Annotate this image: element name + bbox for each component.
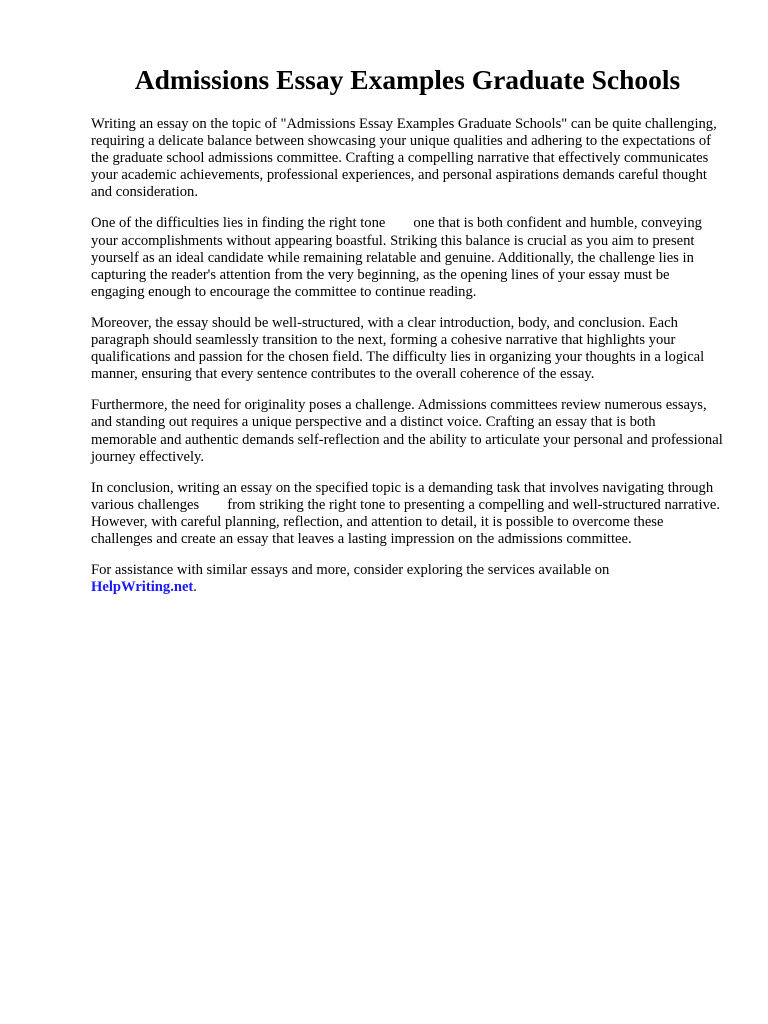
paragraph-conclusion-before: In conclusion, writing an essay on the specified topic is a demanding task that involves navigating through various challenges <box>91 479 714 513</box>
paragraph-structure: Moreover, the essay should be well-structured, with a clear introduction, body, and conclusion. Each paragraph should seamlessly transition to the next, forming a cohesive narrative that highlights your qualifications and passion for the chosen field. The difficulty lies in organizing your thoughts in a logical manner, ensuring that every sentence contributes to the overall coherence of the essay. <box>91 314 705 383</box>
paragraph-intro: Writing an essay on the topic of "Admissions Essay Examples Graduate Schools" can be quite challenging, requiring a delicate balance between showcasing your unique qualities and adhering to the expectations of the graduate school admissions committee. Crafting a compelling narrative that effectively communicates your academic achievements, professional experiences, and personal aspirations demands careful thought and consideration. <box>91 116 717 201</box>
paragraph-assistance <box>91 562 724 596</box>
paragraph-tone-after: one that is both confident and humble, conveying your accomplishments without appearing boastful. Striking this balance is crucial as you aim to present yourself as an ideal candidate while remaining relatable and genuine. Additionally, the challenge lies in capturing the reader's attention from the very beginning, as the opening lines of your essay must be engaging enough to encourage the committee to continue reading. <box>91 215 702 300</box>
paragraph-conclusion <box>91 480 724 548</box>
document-title: Admissions Essay Examples Graduate Schools <box>134 64 681 95</box>
paragraph-tone <box>91 215 724 300</box>
paragraph-conclusion-after: from striking the right tone to presenting a compelling and well-structured narrative. However, with careful planning, reflection, and attention to detail, it is possible to overcome these challenges and create an essay that leaves a lasting impression on the admissions committee. <box>91 496 721 547</box>
paragraph-originality: Furthermore, the need for originality poses a challenge. Admissions committees review numerous essays, and standing out requires a unique perspective and a distinct voice. Crafting an essay that is both memorable and authentic demands self-reflection and the ability to articulate your personal and professional journey effectively. <box>91 397 723 465</box>
paragraph-tone-before: One of the difficulties lies in finding the right tone <box>91 215 386 232</box>
paragraph-assistance-text: For assistance with similar essays and more, consider exploring the services available on <box>91 562 610 579</box>
helpwriting-link[interactable]: HelpWriting.net <box>91 579 194 596</box>
link-trailing-period: . <box>193 579 197 596</box>
